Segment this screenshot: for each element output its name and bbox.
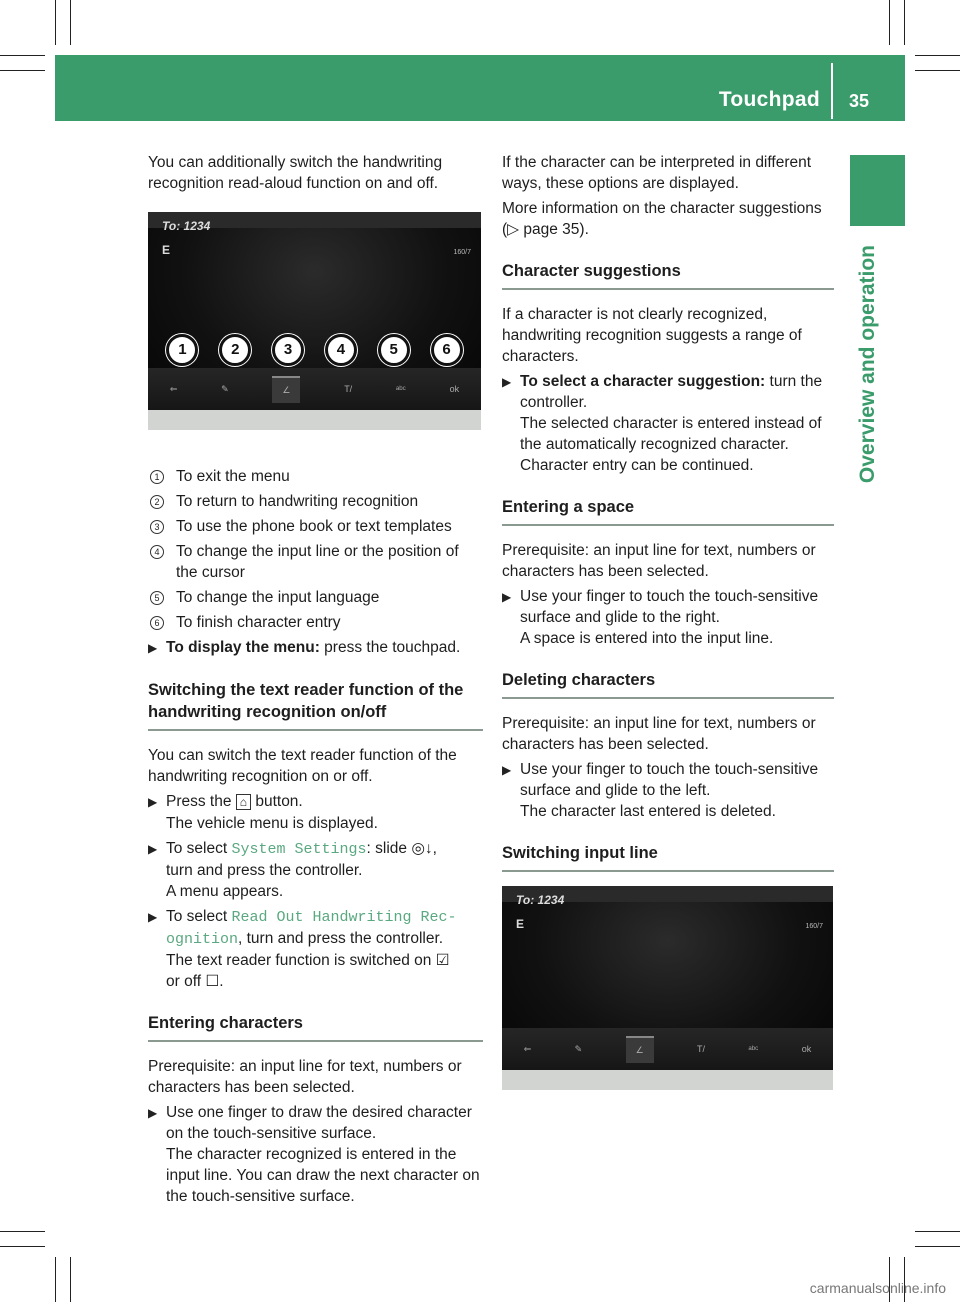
figure-screen-1 (148, 212, 481, 430)
section-intro: If a character is not clearly recognized, handwriting recognition suggests a range of characters. (502, 306, 802, 365)
side-block (850, 155, 905, 226)
arrow-icon: ▶ (502, 375, 512, 389)
arrow-icon: ▶ (148, 1106, 158, 1120)
screen-to-label: To: 1234 (162, 219, 211, 233)
arrow-icon: ▶ (148, 641, 158, 655)
figure-screen-2 (502, 886, 833, 1090)
callout-3: 3 (272, 334, 304, 366)
callout-4: 4 (325, 334, 357, 366)
caption-number: 6 (150, 616, 164, 630)
caption-3 (148, 516, 483, 537)
back-icon: ⇐ (169, 383, 178, 394)
cursor-icon: T/ (344, 383, 353, 394)
paragraph: More information on the character suggestions (▷ page 35). (502, 200, 822, 238)
figure-ref: P82.89-0784-31 (419, 412, 477, 421)
step-result: A menu appears. (166, 883, 284, 900)
header-separator (831, 63, 833, 119)
ok-icon: ok (801, 1043, 812, 1054)
arrow-icon: ▶ (502, 763, 512, 777)
caption-number: 3 (150, 520, 164, 534)
crop-mark (915, 55, 960, 56)
caption-number: 5 (150, 591, 164, 605)
templates-icon: ∠ (626, 1036, 654, 1063)
crop-mark (915, 1231, 960, 1232)
section-title: Switching input line (502, 842, 834, 872)
caption-text: To finish character entry (176, 614, 341, 631)
step-glide-right: ▶ Use your finger to touch the touch-sensitive surface and glide to the right. A space is entered into the input line. (502, 588, 819, 647)
caption-6 (148, 612, 483, 633)
crop-mark (0, 1246, 45, 1247)
step-display-menu (148, 637, 483, 659)
callout-6: 6 (431, 334, 463, 366)
crop-mark (915, 1246, 960, 1247)
templates-icon: ∠ (272, 376, 300, 403)
caption-1 (148, 466, 483, 487)
section-title: Character suggestions (502, 260, 834, 290)
language-icon: ᵃᵇᶜ (395, 383, 406, 394)
vehicle-icon: ⌂ (236, 794, 251, 810)
step-glide-left: ▶ Use your finger to touch the touch-sensitive surface and glide to the left. The character last entered is deleted. (502, 761, 819, 820)
screen-to-label: To: 1234 (516, 893, 565, 907)
callout-2: 2 (219, 334, 251, 366)
section-intro: Prerequisite: an input line for text, numbers or characters has been selected. (502, 542, 816, 580)
caption-text: To return to handwriting recognition (176, 493, 419, 510)
language-icon: ᵃᵇᶜ (748, 1043, 759, 1054)
step-system-settings: ▶ To select System Settings: slide ◎↓, turn and press the controller. A menu appears. (148, 840, 437, 900)
left-column (148, 152, 483, 1211)
step-result: The selected character is entered instead of the automatically recognized character. Character entry can be continued. (520, 415, 822, 474)
screen-counter: 160/7 (805, 923, 823, 930)
section-title: Deleting characters (502, 669, 834, 699)
section-text-reader (148, 679, 483, 731)
crop-mark (55, 1257, 56, 1302)
crop-mark (0, 1231, 45, 1232)
screen-char: E (516, 917, 525, 931)
right-column (502, 152, 834, 1090)
step-text: press the touchpad. (319, 639, 461, 656)
step-result: The character recognized is entered in the input line. You can draw the next character on the touch-sensitive surface. (166, 1146, 480, 1205)
step-draw: ▶ Use one finger to draw the desired character on the touch-sensitive surface. The character recognized is entered in the input line. You can draw the next character on the touch-sensitive surface. (148, 1104, 480, 1205)
cursor-icon: T/ (697, 1043, 706, 1054)
crop-mark (0, 70, 45, 71)
step-result: A space is entered into the input line. (520, 630, 774, 647)
arrow-icon: ▶ (148, 842, 158, 856)
side-tab-label: Overview and operation (856, 245, 879, 484)
section-intro: Prerequisite: an input line for text, numbers or characters has been selected. (148, 1058, 462, 1096)
page-number: 35 (849, 91, 870, 111)
crop-mark (904, 0, 905, 45)
side-tab (848, 245, 888, 765)
step-label: To select a character suggestion: (520, 373, 766, 390)
section-entering-space (502, 496, 834, 526)
section-title: Entering a space (502, 496, 834, 526)
header-title: Touchpad (718, 88, 820, 111)
crop-mark (0, 55, 45, 56)
arrow-icon: ▶ (502, 590, 512, 604)
caption-5 (148, 587, 483, 608)
section-title: Entering characters (148, 1012, 483, 1042)
step-result: The text reader function is switched on ☑ (166, 952, 450, 969)
caption-2 (148, 491, 483, 512)
menu-item-read-out-cont: ognition (166, 931, 239, 948)
section-entering-characters (148, 1012, 483, 1042)
section-intro: Prerequisite: an input line for text, numbers or characters has been selected. (502, 715, 816, 753)
callout-1: 1 (166, 334, 198, 366)
caption-4 (148, 541, 483, 583)
figure-ref: P82.89-0785-31 (771, 1072, 829, 1081)
section-character-suggestions (502, 260, 834, 290)
step-result: The vehicle menu is displayed. (166, 815, 378, 832)
crop-mark (889, 0, 890, 45)
step-select-suggestion: ▶ To select a character suggestion: turn the controller. The selected character is entered instead of the automatically recognized character. Character entry can be continued. (502, 373, 823, 474)
caption-text: To change the input line or the position of the cursor (176, 543, 459, 581)
watermark: carmanualsonline.info (809, 1280, 946, 1296)
arrow-icon: ▶ (148, 910, 158, 924)
caption-number: 2 (150, 495, 164, 509)
handwriting-icon: ✎ (574, 1043, 583, 1054)
screen-char: E (162, 243, 171, 257)
section-deleting-characters (502, 669, 834, 699)
screen-menu-bar (502, 1028, 833, 1070)
step-result: The character last entered is deleted. (520, 803, 776, 820)
handwriting-icon: ✎ (221, 383, 229, 394)
caption-text: To exit the menu (176, 468, 290, 485)
section-switching-input-line (502, 842, 834, 872)
menu-item-read-out: Read Out Handwriting Rec‐ (231, 909, 457, 926)
intro-text: You can additionally switch the handwriting recognition read-aloud function on and off. (148, 154, 443, 192)
caption-number: 4 (150, 545, 164, 559)
callout-5: 5 (378, 334, 410, 366)
section-title: Switching the text reader function of the handwriting recognition on/off (148, 679, 483, 731)
back-icon: ⇐ (523, 1043, 532, 1054)
caption-text: To change the input language (176, 589, 380, 606)
paragraph: If the character can be interpreted in different ways, these options are displayed. (502, 154, 812, 192)
arrow-icon: ▶ (148, 795, 158, 809)
ok-icon: ok (449, 383, 460, 394)
section-intro: You can switch the text reader function of the handwriting recognition on or off. (148, 747, 457, 785)
caption-number: 1 (150, 470, 164, 484)
menu-item-system-settings: System Settings (231, 841, 367, 858)
screen-menu-bar (148, 368, 481, 410)
crop-mark (70, 1257, 71, 1302)
crop-mark (915, 70, 960, 71)
step-label: To display the menu: (166, 639, 320, 656)
crop-mark (55, 0, 56, 45)
step-press-button: ▶ Press the ⌂ button. The vehicle menu is displayed. (148, 793, 378, 832)
caption-text: To use the phone book or text templates (176, 518, 452, 535)
step-read-out: ▶ To select Read Out Handwriting Rec‐ ognition, turn and press the controller. The text reader function is switched on ☑ or off ☐. (148, 908, 457, 990)
crop-mark (70, 0, 71, 45)
screen-counter: 160/7 (453, 249, 471, 256)
callout-row (148, 334, 481, 366)
